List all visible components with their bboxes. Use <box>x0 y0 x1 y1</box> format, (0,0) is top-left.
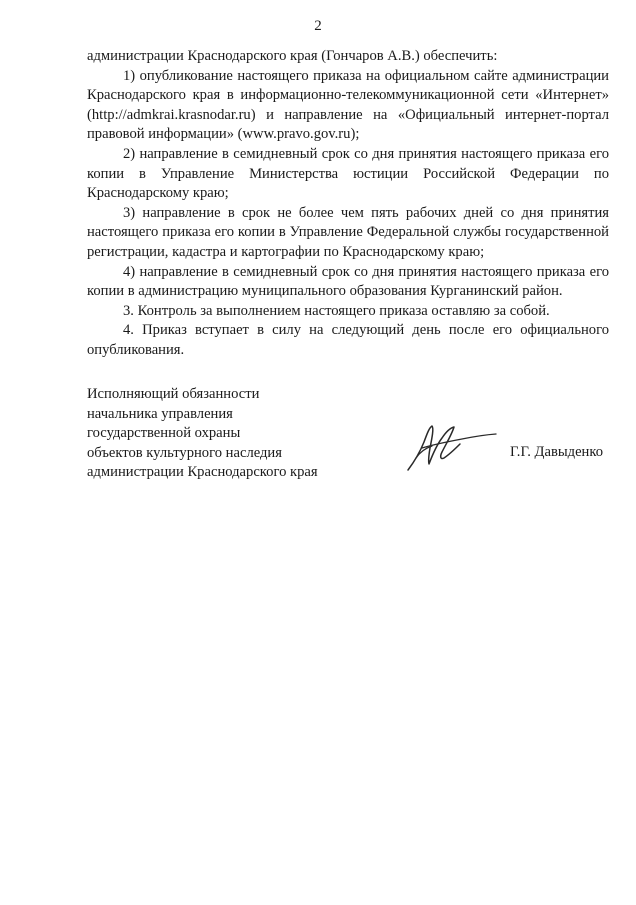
document-body <box>87 47 609 361</box>
paragraph-item-3: 3) направление в срок не более чем пять рабочих дней со дня принятия настоящего приказа его копии в Управление Федеральной службы государственной регистрации, кадастра и картографии по Краснодарскому краю; <box>87 204 609 260</box>
paragraph-item-2: 2) направление в семидневный срок со дня принятия настоящего приказа его копии в Управление Министерства юстиции Российской Федерации по Краснодарскому краю; <box>87 145 609 202</box>
signatory-position-line: Исполняющий обязанности <box>87 386 260 402</box>
signatory-position <box>87 385 347 483</box>
signatory-position-line: администрации Краснодарского края <box>87 464 318 481</box>
paragraph-control: 3. Контроль за выполнением настоящего приказа оставляю за собой. <box>123 302 550 319</box>
paragraph-effective-date: 4. Приказ вступает в силу на следующий день после его официального опубликования. <box>87 322 609 358</box>
signatory-name: Г.Г. Давыденко <box>510 444 604 460</box>
paragraph-continuation: администрации Краснодарского края (Гончаров А.В.) обеспечить: <box>87 48 498 64</box>
handwritten-signature <box>402 418 498 474</box>
signatory-position-line: начальника управления <box>87 405 233 422</box>
signatory-position-line: объектов культурного наследия <box>87 444 282 461</box>
paragraph-item-1: 1) опубликование настоящего приказа на официальном сайте администрации Краснодарского края в информационно-телекоммуникационной сети «Интернет» (http://admkrai.krasnodar.ru) и направление на «Официальный интернет-портал правовой информации» (www.pravo.gov.ru); <box>87 67 609 143</box>
paragraph-item-4: 4) направление в семидневный срок со дня принятия настоящего приказа его копии в администрацию муниципального образования Курганинский район. <box>87 263 609 300</box>
signatory-position-line: государственной охраны <box>87 425 241 442</box>
page-number: 2 <box>314 18 322 34</box>
